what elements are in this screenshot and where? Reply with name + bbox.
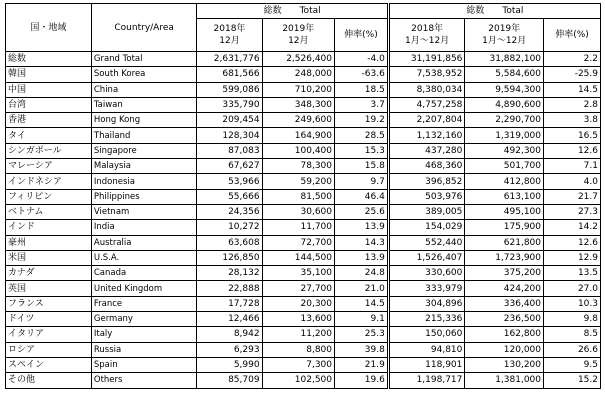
country-name-en: Australia [91, 235, 197, 250]
table-row [6, 143, 601, 158]
ytd-2019-value: 495,100 [465, 204, 544, 219]
table-row [6, 128, 601, 143]
december-2018-value: 17,728 [197, 296, 262, 311]
ytd-2018-value: 389,005 [388, 204, 465, 219]
ytd-2018-value: 437,280 [388, 143, 465, 158]
december-2019-value: 7,300 [262, 357, 334, 372]
ytd-2018-value: 396,852 [388, 174, 465, 189]
december-2019-value: 20,300 [262, 296, 334, 311]
december-growth-rate: 18.5 [335, 82, 389, 97]
december-2018-value: 128,304 [197, 128, 262, 143]
table-row [6, 159, 601, 174]
december-growth-rate: 19.6 [335, 373, 389, 388]
december-growth-rate: 21.0 [335, 281, 389, 296]
country-name-jp: 総数 [6, 52, 92, 67]
country-name-jp: スペイン [6, 357, 92, 372]
country-name-jp: その他 [6, 373, 92, 388]
ytd-2018-value: 1,526,407 [388, 250, 465, 265]
ytd-growth-rate: 12.6 [544, 235, 601, 250]
header-country-en: Country/Area [91, 4, 197, 52]
header-2018-december-month: 12月 [219, 36, 240, 46]
december-2019-value: 11,700 [262, 220, 334, 235]
country-name-jp: イタリア [6, 327, 92, 342]
december-2019-value: 30,600 [262, 204, 334, 219]
ytd-2019-value: 162,800 [465, 327, 544, 342]
ytd-2019-value: 120,000 [465, 342, 544, 357]
december-2018-value: 335,790 [197, 97, 262, 112]
december-2019-value: 248,000 [262, 67, 334, 82]
december-2019-value: 13,600 [262, 312, 334, 327]
country-name-en: Canada [91, 266, 197, 281]
country-name-en: Malaysia [91, 159, 197, 174]
country-name-jp: インド [6, 220, 92, 235]
ytd-2018-value: 330,600 [388, 266, 465, 281]
country-name-jp: ドイツ [6, 312, 92, 327]
ytd-2019-value: 613,100 [465, 189, 544, 204]
ytd-2019-value: 336,400 [465, 296, 544, 311]
ytd-2019-value: 4,890,600 [465, 97, 544, 112]
december-2018-value: 126,850 [197, 250, 262, 265]
ytd-growth-rate: 9.8 [544, 312, 601, 327]
ytd-growth-rate: 26.6 [544, 342, 601, 357]
december-growth-rate: 25.6 [335, 204, 389, 219]
country-name-jp: カナダ [6, 266, 92, 281]
country-name-jp: ベトナム [6, 204, 92, 219]
country-name-en: Grand Total [91, 52, 197, 67]
country-name-en: Indonesia [91, 174, 197, 189]
header-2018-ytd [388, 19, 465, 52]
header-2019-december [262, 19, 334, 52]
ytd-growth-rate: 12.6 [544, 143, 601, 158]
december-2018-value: 2,631,776 [197, 52, 262, 67]
table-row [6, 266, 601, 281]
table-row [6, 373, 601, 388]
december-growth-rate: -4.0 [335, 52, 389, 67]
ytd-2019-value: 5,584,600 [465, 67, 544, 82]
december-2019-value: 78,300 [262, 159, 334, 174]
header-2018-december-year: 2018年 [213, 24, 246, 34]
ytd-2019-value: 1,381,000 [465, 373, 544, 388]
ytd-growth-rate: 15.2 [544, 373, 601, 388]
ytd-2018-value: 4,757,258 [388, 97, 465, 112]
december-growth-rate: 13.9 [335, 250, 389, 265]
country-name-jp: 香港 [6, 113, 92, 128]
ytd-growth-rate: 12.9 [544, 250, 601, 265]
ytd-2019-value: 424,200 [465, 281, 544, 296]
table-row [6, 312, 601, 327]
table-row [6, 342, 601, 357]
december-2019-value: 72,700 [262, 235, 334, 250]
ytd-growth-rate: 2.8 [544, 97, 601, 112]
december-2018-value: 63,608 [197, 235, 262, 250]
december-growth-rate: 39.8 [335, 342, 389, 357]
country-name-en: Thailand [91, 128, 197, 143]
december-2018-value: 87,083 [197, 143, 262, 158]
country-name-en: Russia [91, 342, 197, 357]
december-2019-value: 35,100 [262, 266, 334, 281]
december-2018-value: 10,272 [197, 220, 262, 235]
header-growth-ytd: 伸率(%) [544, 19, 601, 52]
ytd-growth-rate: 9.5 [544, 357, 601, 372]
country-name-en: Hong Kong [91, 113, 197, 128]
table-row [6, 97, 601, 112]
header-2018-ytd-month: 1月～12月 [405, 36, 450, 46]
december-2018-value: 599,086 [197, 82, 262, 97]
december-growth-rate: 15.3 [335, 143, 389, 158]
country-name-en: Taiwan [91, 97, 197, 112]
country-name-en: Italy [91, 327, 197, 342]
country-name-jp: フランス [6, 296, 92, 311]
december-growth-rate: 9.1 [335, 312, 389, 327]
country-name-jp: 豪州 [6, 235, 92, 250]
ytd-growth-rate: -25.9 [544, 67, 601, 82]
ytd-2019-value: 621,800 [465, 235, 544, 250]
ytd-2018-value: 8,380,034 [388, 82, 465, 97]
country-name-en: India [91, 220, 197, 235]
country-name-jp: 中国 [6, 82, 92, 97]
december-2019-value: 102,500 [262, 373, 334, 388]
table-row [6, 67, 601, 82]
country-name-en: United Kingdom [91, 281, 197, 296]
december-growth-rate: 24.8 [335, 266, 389, 281]
ytd-2019-value: 1,723,900 [465, 250, 544, 265]
ytd-2018-value: 154,029 [388, 220, 465, 235]
header-total-year: 総数 Total [388, 4, 600, 19]
table-row [6, 281, 601, 296]
country-name-en: Spain [91, 357, 197, 372]
ytd-2019-value: 412,800 [465, 174, 544, 189]
ytd-growth-rate: 2.2 [544, 52, 601, 67]
ytd-growth-rate: 27.3 [544, 204, 601, 219]
ytd-2019-value: 236,500 [465, 312, 544, 327]
december-2018-value: 5,990 [197, 357, 262, 372]
ytd-2018-value: 150,060 [388, 327, 465, 342]
ytd-2019-value: 501,700 [465, 159, 544, 174]
country-name-en: Singapore [91, 143, 197, 158]
header-2019-december-month: 12月 [288, 36, 309, 46]
ytd-2018-value: 468,360 [388, 159, 465, 174]
grand-total-row [6, 52, 601, 67]
december-2019-value: 710,200 [262, 82, 334, 97]
ytd-growth-rate: 16.5 [544, 128, 601, 143]
header-2019-december-year: 2019年 [282, 24, 315, 34]
country-name-jp: 米国 [6, 250, 92, 265]
header-total-december: 総数 Total [197, 4, 388, 19]
country-name-jp: 台湾 [6, 97, 92, 112]
table-row [6, 220, 601, 235]
ytd-growth-rate: 10.3 [544, 296, 601, 311]
ytd-2018-value: 7,538,952 [388, 67, 465, 82]
december-2019-value: 8,800 [262, 342, 334, 357]
december-2019-value: 100,400 [262, 143, 334, 158]
december-2018-value: 55,666 [197, 189, 262, 204]
header-2019-ytd-year: 2019年 [488, 24, 521, 34]
country-name-en: Philippines [91, 189, 197, 204]
december-growth-rate: 13.9 [335, 220, 389, 235]
december-2018-value: 67,627 [197, 159, 262, 174]
december-growth-rate: 3.7 [335, 97, 389, 112]
december-growth-rate: 15.8 [335, 159, 389, 174]
header-2019-ytd-month: 1月～12月 [482, 36, 527, 46]
ytd-2019-value: 130,200 [465, 357, 544, 372]
ytd-growth-rate: 14.2 [544, 220, 601, 235]
december-growth-rate: 14.5 [335, 296, 389, 311]
december-2019-value: 81,500 [262, 189, 334, 204]
december-2018-value: 24,356 [197, 204, 262, 219]
table-row [6, 235, 601, 250]
ytd-2018-value: 333,979 [388, 281, 465, 296]
ytd-2019-value: 175,900 [465, 220, 544, 235]
table-row [6, 189, 601, 204]
table-body [6, 52, 601, 389]
ytd-growth-rate: 7.1 [544, 159, 601, 174]
table-row [6, 204, 601, 219]
ytd-growth-rate: 3.8 [544, 113, 601, 128]
table-header [6, 4, 601, 52]
table-row [6, 296, 601, 311]
country-name-jp: 韓国 [6, 67, 92, 82]
ytd-2019-value: 2,290,700 [465, 113, 544, 128]
december-growth-rate: 25.3 [335, 327, 389, 342]
december-2018-value: 8,942 [197, 327, 262, 342]
december-2018-value: 209,454 [197, 113, 262, 128]
header-country-jp: 国・地域 [6, 4, 92, 52]
ytd-growth-rate: 21.7 [544, 189, 601, 204]
december-2018-value: 85,709 [197, 373, 262, 388]
ytd-2018-value: 503,976 [388, 189, 465, 204]
ytd-2019-value: 492,300 [465, 143, 544, 158]
country-name-en: France [91, 296, 197, 311]
header-2018-ytd-year: 2018年 [411, 24, 444, 34]
december-growth-rate: -63.6 [335, 67, 389, 82]
ytd-growth-rate: 13.5 [544, 266, 601, 281]
ytd-2018-value: 2,207,804 [388, 113, 465, 128]
december-growth-rate: 46.4 [335, 189, 389, 204]
december-2018-value: 22,888 [197, 281, 262, 296]
december-growth-rate: 28.5 [335, 128, 389, 143]
country-name-jp: マレーシア [6, 159, 92, 174]
ytd-growth-rate: 27.0 [544, 281, 601, 296]
december-2018-value: 6,293 [197, 342, 262, 357]
december-2019-value: 59,200 [262, 174, 334, 189]
header-2018-december [197, 19, 262, 52]
table-row [6, 82, 601, 97]
country-name-en: Germany [91, 312, 197, 327]
december-2018-value: 28,132 [197, 266, 262, 281]
table-row [6, 357, 601, 372]
ytd-growth-rate: 14.5 [544, 82, 601, 97]
ytd-2018-value: 215,336 [388, 312, 465, 327]
ytd-2018-value: 304,896 [388, 296, 465, 311]
country-name-en: Others [91, 373, 197, 388]
december-2019-value: 144,500 [262, 250, 334, 265]
ytd-2019-value: 9,594,300 [465, 82, 544, 97]
ytd-2018-value: 31,191,856 [388, 52, 465, 67]
ytd-2019-value: 375,200 [465, 266, 544, 281]
country-name-en: China [91, 82, 197, 97]
december-2018-value: 53,966 [197, 174, 262, 189]
ytd-growth-rate: 8.5 [544, 327, 601, 342]
country-name-jp: タイ [6, 128, 92, 143]
ytd-2019-value: 1,319,000 [465, 128, 544, 143]
ytd-2018-value: 1,198,717 [388, 373, 465, 388]
ytd-growth-rate: 4.0 [544, 174, 601, 189]
ytd-2018-value: 1,132,160 [388, 128, 465, 143]
country-name-en: South Korea [91, 67, 197, 82]
december-2019-value: 2,526,400 [262, 52, 334, 67]
ytd-2019-value: 31,882,100 [465, 52, 544, 67]
december-2019-value: 27,700 [262, 281, 334, 296]
visitor-statistics-table [5, 3, 601, 389]
header-growth-december: 伸率(%) [335, 19, 389, 52]
december-2018-value: 12,466 [197, 312, 262, 327]
december-2019-value: 249,600 [262, 113, 334, 128]
december-2019-value: 348,300 [262, 97, 334, 112]
december-growth-rate: 14.3 [335, 235, 389, 250]
table-row [6, 113, 601, 128]
ytd-2018-value: 118,901 [388, 357, 465, 372]
table-row [6, 174, 601, 189]
december-growth-rate: 9.7 [335, 174, 389, 189]
country-name-jp: インドネシア [6, 174, 92, 189]
country-name-jp: 英国 [6, 281, 92, 296]
december-2019-value: 11,200 [262, 327, 334, 342]
table-row [6, 250, 601, 265]
country-name-jp: フィリピン [6, 189, 92, 204]
header-2019-ytd [465, 19, 544, 52]
december-growth-rate: 21.9 [335, 357, 389, 372]
december-2018-value: 681,566 [197, 67, 262, 82]
country-name-jp: ロシア [6, 342, 92, 357]
country-name-jp: シンガポール [6, 143, 92, 158]
ytd-2018-value: 94,810 [388, 342, 465, 357]
country-name-en: Vietnam [91, 204, 197, 219]
table-row [6, 327, 601, 342]
country-name-en: U.S.A. [91, 250, 197, 265]
december-growth-rate: 19.2 [335, 113, 389, 128]
ytd-2018-value: 552,440 [388, 235, 465, 250]
december-2019-value: 164,900 [262, 128, 334, 143]
